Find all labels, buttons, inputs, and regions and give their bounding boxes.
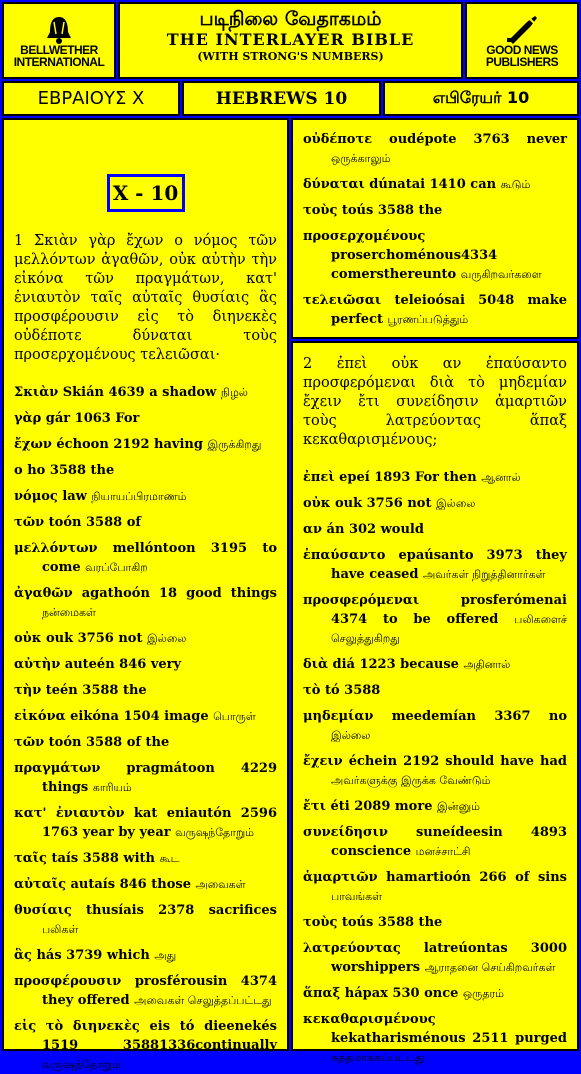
word-entry bbox=[14, 383, 277, 402]
title-block bbox=[118, 2, 463, 79]
word-gloss: ἔχων échoon 2192 having bbox=[14, 437, 203, 452]
tamil-gloss: இல்லை bbox=[146, 632, 187, 645]
tamil-gloss: இல்லை bbox=[435, 497, 476, 510]
right-bottom-panel bbox=[291, 341, 579, 1064]
word-gloss: τῶν toón 3588 of the bbox=[14, 735, 170, 750]
word-entry bbox=[14, 901, 277, 939]
tamil-gloss: சுத்தமாக்கப்பட்டது bbox=[331, 1051, 425, 1064]
book-greek: ΕΒΡΑΙΟΥΣ X bbox=[2, 81, 180, 116]
tamil-gloss: பூரணப்படுத்தும் bbox=[387, 313, 469, 326]
title-subtitle: (WITH STRONG'S NUMBERS) bbox=[197, 50, 384, 63]
left-column bbox=[2, 118, 289, 1071]
tamil-gloss: இல்லை bbox=[331, 729, 371, 742]
word-entry bbox=[14, 804, 277, 842]
logo-right-line1: GOOD NEWS bbox=[486, 42, 558, 57]
tamil-gloss: நியாயப்பிரமாணம் bbox=[91, 490, 187, 503]
word-entry bbox=[303, 494, 567, 513]
word-entry bbox=[14, 759, 277, 797]
word-entry bbox=[14, 409, 277, 428]
word-gloss: ἃς hás 3739 which bbox=[14, 948, 150, 963]
word-entry bbox=[303, 201, 567, 220]
word-gloss: ο ho 3588 the bbox=[14, 463, 115, 478]
word-entry bbox=[303, 291, 567, 329]
word-entry bbox=[14, 539, 277, 577]
bell-icon bbox=[42, 14, 76, 44]
word-gloss: τῶν toón 3588 of bbox=[14, 515, 141, 530]
tamil-gloss: அது bbox=[154, 949, 177, 962]
tamil-gloss: நிழல் bbox=[220, 386, 248, 399]
verse-1-text: 1 Σκιὰν γὰρ ἔχων ο νόμος τῶν μελλόντων ἀγαθῶν, οὐκ αὐτὴν τὴν εἰκόνα τῶν πραγμάτων, κατ' ἐνιαυτὸν ταῖς αὐταῖς θυσίαις ἃς προσφέρουσιν εἰς τὸ διηνεκὲς οὐδέποτε δύναται τοὺς προσερχομένους τελειῶσαι· bbox=[14, 233, 277, 363]
goodnews-logo bbox=[465, 2, 579, 79]
word-entry bbox=[303, 984, 567, 1003]
verse-2-text: 2 ἐπεὶ οὐκ αν ἐπαύσαντο προσφερόμεναι διὰ τὸ μηδεμίαν ἔχειν ἔτι συνείδησιν ἁμαρτιῶν τοὺς λατρεύοντας ἅπαξ κεκαθαρισμένους; bbox=[303, 356, 567, 448]
word-gloss: γὰρ gár 1063 For bbox=[14, 411, 140, 426]
tamil-gloss: அவைகள் செலுத்தப்பட்டது bbox=[134, 994, 272, 1007]
word-gloss: λατρεύοντας latreúontas 3000 worshippers bbox=[303, 941, 567, 975]
word-gloss: οὐδέποτε oudépote 3763 never bbox=[303, 132, 567, 147]
word-entry bbox=[303, 591, 567, 648]
word-entry bbox=[303, 752, 567, 790]
word-gloss: προσφερόμεναι prosferómenai 4374 to be offered bbox=[303, 593, 567, 627]
chapter-label: X - 10 bbox=[107, 174, 185, 212]
word-gloss: μελλόντων mellóntoon 3195 to come bbox=[14, 541, 277, 575]
word-gloss: ταῖς taís 3588 with bbox=[14, 851, 155, 866]
word-entry bbox=[14, 461, 277, 480]
word-gloss: δύναται dúnatai 1410 can bbox=[303, 177, 497, 192]
word-entry bbox=[14, 435, 277, 454]
word-entry bbox=[14, 655, 277, 674]
tamil-gloss: வரப்போகிற bbox=[85, 561, 148, 574]
word-gloss: ἔτι éti 2089 more bbox=[303, 799, 433, 814]
word-gloss: κεκαθαρισμένους kekatharisménous 2511 purged bbox=[303, 1012, 567, 1046]
word-entry bbox=[303, 546, 567, 584]
word-entry bbox=[303, 913, 567, 932]
word-entry bbox=[303, 227, 567, 284]
word-gloss: τοὺς toús 3588 the bbox=[303, 915, 443, 930]
right-top-panel bbox=[291, 118, 579, 339]
word-entry bbox=[14, 733, 277, 752]
logo-right-line2: PUBLISHERS bbox=[485, 54, 559, 69]
tamil-gloss: நன்மைகள் bbox=[42, 606, 96, 619]
tamil-gloss: பாவங்கள் bbox=[331, 890, 383, 903]
word-entry bbox=[14, 584, 277, 622]
word-gloss: διὰ diá 1223 because bbox=[303, 657, 459, 672]
word-entry bbox=[303, 707, 567, 745]
word-entry bbox=[303, 468, 567, 487]
word-entry bbox=[303, 797, 567, 816]
logo-left-line2: INTERNATIONAL bbox=[13, 54, 105, 69]
word-gloss: ἐπεὶ epeí 1893 For then bbox=[303, 470, 477, 485]
word-gloss: ἁμαρτιῶν hamartioón 266 of sins bbox=[303, 870, 567, 885]
verse-1-entries bbox=[14, 383, 277, 1074]
word-gloss: ἔχειν échein 2192 should have had bbox=[303, 754, 567, 769]
word-gloss: αὐτὴν auteén 846 very bbox=[14, 657, 182, 672]
word-gloss: οὐκ ouk 3756 not bbox=[303, 496, 432, 511]
tamil-gloss: ஆராதனை செய்கிறவர்கள் bbox=[424, 961, 556, 974]
word-gloss: συνείδησιν suneídeesin 4893 conscience bbox=[303, 825, 567, 859]
word-gloss: εἰς τὸ διηνεκὲς eis tó dieenekés 1519 35881336continually bbox=[14, 1019, 277, 1053]
word-gloss: νόμος law bbox=[14, 489, 87, 504]
tamil-gloss: பொருள் bbox=[213, 710, 256, 723]
word-entry bbox=[303, 520, 567, 539]
logo-left-line1: BELLWETHER bbox=[20, 42, 98, 57]
tamil-gloss: பலிகள் bbox=[42, 923, 79, 936]
word-gloss: αν án 302 would bbox=[303, 522, 424, 537]
word-gloss: εἰκόνα eikóna 1504 image bbox=[14, 709, 209, 724]
word-entry bbox=[303, 681, 567, 700]
word-gloss: αὐταῖς autaís 846 those bbox=[14, 877, 191, 892]
word-entry bbox=[303, 175, 567, 194]
book-english: HEBREWS 10 bbox=[182, 81, 381, 116]
bellwether-logo bbox=[2, 2, 116, 79]
word-gloss: ἐπαύσαντο epaúsanto 3973 they have ceased bbox=[303, 548, 567, 582]
tamil-gloss: ஒருதரம் bbox=[462, 987, 505, 1000]
tamil-gloss: அவைகள் bbox=[195, 878, 246, 891]
tamil-gloss: ஒருக்காலும் bbox=[331, 152, 391, 165]
tamil-gloss: அவர்கள் நிறுத்தினார்கள் bbox=[423, 568, 546, 581]
word-gloss: προσερχομένους proserchoménous4334 comersthereunto bbox=[303, 229, 498, 282]
word-entry bbox=[303, 823, 567, 861]
word-entry bbox=[14, 629, 277, 648]
tamil-gloss: அவர்களுக்கு இருக்க வேண்டும் bbox=[331, 774, 491, 787]
word-gloss: ἀγαθῶν agathoón 18 good things bbox=[14, 586, 277, 601]
word-entry bbox=[14, 513, 277, 532]
tamil-gloss: இருக்கிறது bbox=[207, 438, 262, 451]
word-gloss: Σκιὰν Skián 4639 a shadow bbox=[14, 385, 217, 400]
word-entry bbox=[303, 655, 567, 674]
title-tamil: படிநிலை வேதாகமம் bbox=[199, 8, 382, 30]
trumpet-icon bbox=[505, 14, 539, 44]
word-entry bbox=[303, 130, 567, 168]
word-entry bbox=[14, 972, 277, 1010]
word-gloss: τὴν teén 3588 the bbox=[14, 683, 147, 698]
word-gloss: τοὺς toús 3588 the bbox=[303, 203, 443, 218]
word-entry bbox=[303, 939, 567, 977]
tamil-gloss: வருஷந்தோறும் bbox=[42, 1058, 121, 1071]
title-english: THE INTERLAYER BIBLE bbox=[166, 30, 415, 49]
word-entry bbox=[14, 487, 277, 506]
tamil-gloss: அதினால் bbox=[463, 658, 511, 671]
word-entry bbox=[14, 707, 277, 726]
word-gloss: κατ' ἐνιαυτὸν kat eniautón 2596 1763 year by year bbox=[14, 806, 277, 840]
word-gloss: μηδεμίαν meedemían 3367 no bbox=[303, 709, 567, 724]
tamil-gloss: காரியம் bbox=[92, 781, 132, 794]
word-gloss: ἅπαξ hápax 530 once bbox=[303, 986, 459, 1001]
tamil-gloss: கூடும் bbox=[500, 178, 531, 191]
word-entry bbox=[14, 875, 277, 894]
word-entry bbox=[14, 681, 277, 700]
book-tamil: எபிரேயர் 10 bbox=[383, 81, 579, 116]
word-entry bbox=[14, 849, 277, 868]
tamil-gloss: கூட bbox=[159, 852, 180, 865]
word-entry bbox=[303, 868, 567, 906]
verse-2-entries bbox=[303, 468, 567, 1067]
tamil-gloss: வருஷந்தோறும் bbox=[175, 826, 254, 839]
tamil-gloss: வருகிறவர்களை bbox=[460, 268, 542, 281]
word-gloss: οὐκ ouk 3756 not bbox=[14, 631, 143, 646]
tamil-gloss: ஆனால் bbox=[481, 471, 521, 484]
word-gloss: θυσίαις thusíais 2378 sacrifices bbox=[14, 903, 277, 918]
word-gloss: πραγμάτων pragmátoon 4229 things bbox=[14, 761, 277, 795]
word-gloss: προσφέρουσιν prosférousin 4374 they offered bbox=[14, 974, 277, 1008]
word-entry bbox=[14, 946, 277, 965]
word-entry bbox=[14, 1017, 277, 1074]
word-gloss: τελειῶσαι teleioósai 5048 make perfect bbox=[303, 293, 567, 327]
verse-1-continued bbox=[303, 130, 567, 329]
word-gloss: τὸ tó 3588 bbox=[303, 683, 381, 698]
tamil-gloss: மனச்சாட்சி bbox=[415, 845, 471, 858]
word-entry bbox=[303, 1010, 567, 1067]
tamil-gloss: பலிகளைச் செலுத்துகிறது bbox=[331, 613, 567, 645]
tamil-gloss: இன்னும் bbox=[437, 800, 480, 813]
